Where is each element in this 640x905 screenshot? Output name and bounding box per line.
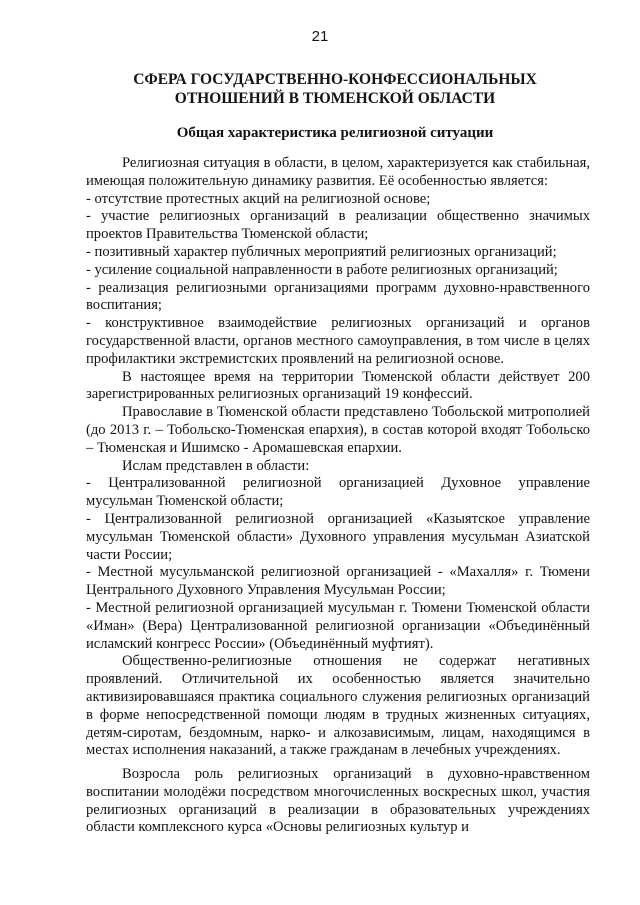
paragraph-organizations-count: В настоящее время на территории Тюменской области действует 200 зарегистрированных религиозных организаций 19 конфессий. [86,368,590,403]
list-item: - Местной религиозной организацией мусульман г. Тюмени Тюменской области «Иман» (Вера) Централизованной религиозной организации «Объединённый исламский конгресс России» (Объединённый муфтият). [86,599,590,652]
subsection-title: Общая характеристика религиозной ситуации [176,125,494,141]
list-item: - участие религиозных организаций в реализации общественно значимых проектов Правительства Тюменской области; [86,208,590,243]
list-item: - Централизованной религиозной организацией «Казыятское управление мусульман Тюменской области» Духовного управления мусульман Азиатской части России; [86,510,590,563]
body-text [86,155,590,837]
list-item: - позитивный характер публичных мероприятий религиозных организаций; [86,243,557,260]
list-item: - конструктивное взаимодействие религиозных организаций и органов государственной власти, органов местного самоуправления, в том числе в целях профилактики экстремистских проявлений на религиозной основе. [86,315,590,367]
list-item: - отсутствие протестных акций на религиозной основе; [86,190,431,207]
list-item: - Местной мусульманской религиозной организацией - «Махалля» г. Тюмени Центрального Духовного Управления Мусульман России; [86,564,590,599]
section-title-line-1: СФЕРА ГОСУДАРСТВЕННО-КОНФЕССИОНАЛЬНЫХ [133,71,537,88]
paragraph-islam-intro: Ислам представлен в области: [122,457,310,474]
paragraph-orthodoxy: Православие в Тюменской области представлено Тобольской митрополией (до 2013 г. – Тобольско-Тюменская епархия), в состав которой входят Тобольско – Тюменская и Ишимско - Аромашевская епархии. [86,404,590,456]
paragraph-intro: Религиозная ситуация в области, в целом, характеризуется как стабильная, имеющая положительную динамику развития. Её особенностью является: [86,155,590,189]
paragraph-social-service: Общественно-религиозные отношения не содержат негативных проявлений. Отличительной их особенностью является значительно активизировавшаяся практика социального служения религиозных организаций в форме непосредственной помощи людям в трудных жизненных ситуациях, детям-сиротам, бездомным, нарко- и алкозависимым, лицам, находящимся в местах исполнения наказаний, а также гражданам в лечебных учреждениях. [86,653,590,759]
paragraph-youth-education: Возросла роль религиозных организаций в духовно-нравственном воспитании молодёжи посредством многочисленных воскресных школ, участия религиозных организаций в реализации в образовательных учреждениях области комплексного курса «Основы религиозных культур и [86,766,590,836]
list-item: - усиление социальной направленности в работе религиозных организаций; [86,261,558,278]
section-title-line-2: ОТНОШЕНИЙ В ТЮМЕНСКОЙ ОБЛАСТИ [174,90,496,107]
list-item: - реализация религиозными организациями программ духовно-нравственного воспитания; [86,279,590,314]
section-title [60,70,610,108]
page-number: 21 [311,28,329,45]
list-item: - Централизованной религиозной организацией Духовное управление мусульман Тюменской области; [86,475,590,510]
